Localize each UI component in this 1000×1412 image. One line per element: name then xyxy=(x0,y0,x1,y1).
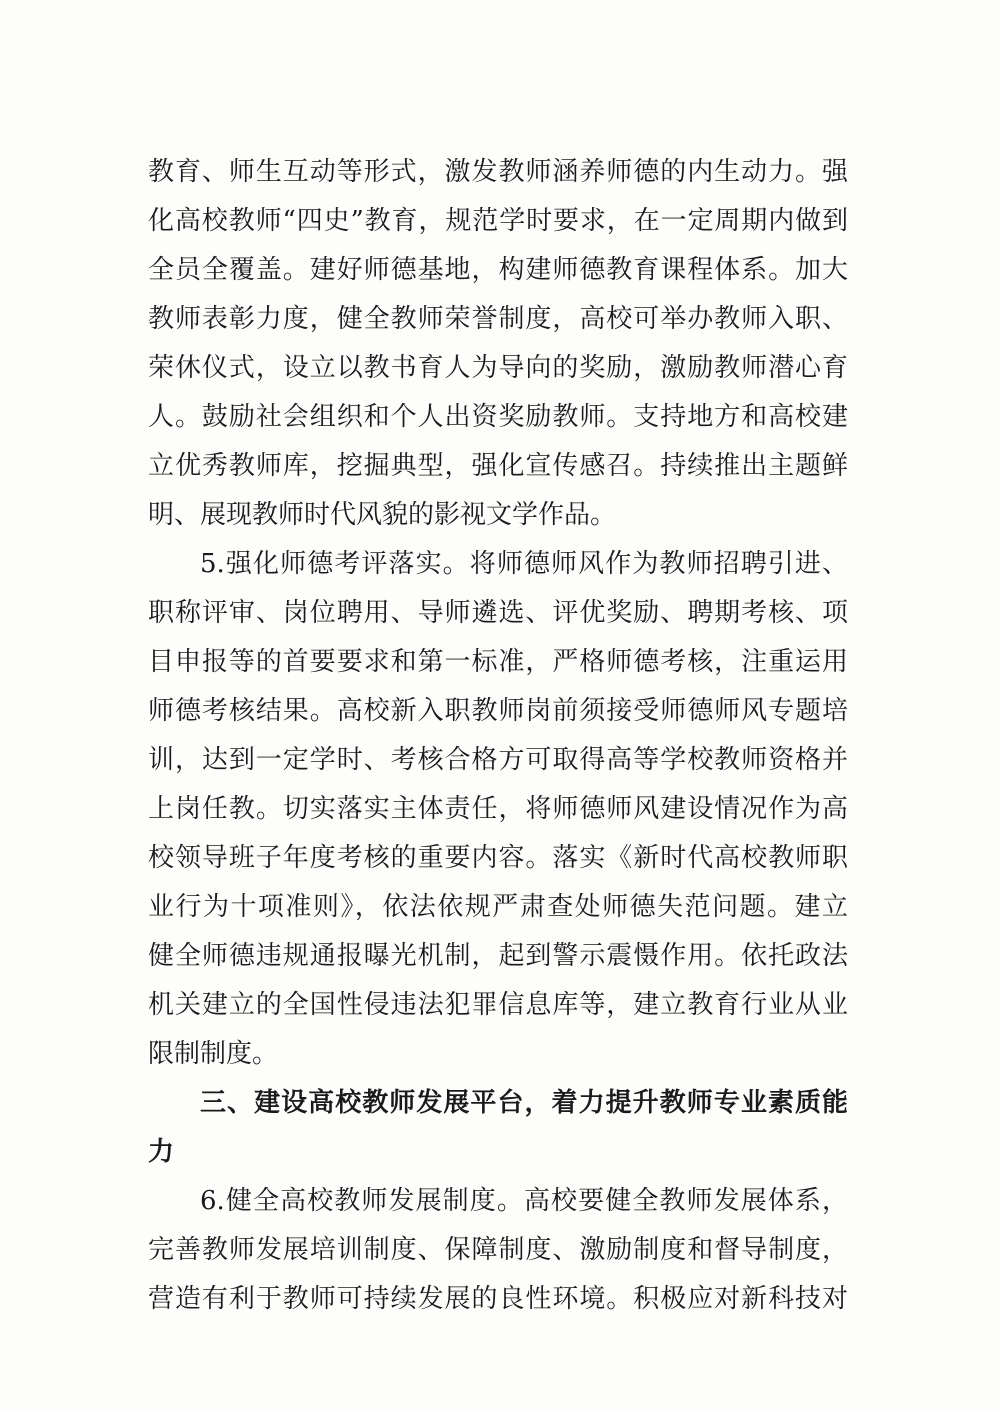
section-heading-continued: 力 xyxy=(148,1137,175,1167)
body-line: 健全师德违规通报曝光机制，起到警示震慑作用。依托政法 xyxy=(148,941,848,971)
body-line: 限制制度。 xyxy=(148,1039,279,1069)
body-line: 教育、师生互动等形式，激发教师涵养师德的内生动力。强 xyxy=(148,157,848,187)
body-line: 营造有利于教师可持续发展的良性环境。积极应对新科技对 xyxy=(148,1284,848,1314)
body-line: 目申报等的首要要求和第一标准，严格师德考核，注重运用 xyxy=(148,647,848,677)
body-line: 业行为十项准则》，依法依规严肃查处师德失范问题。建立 xyxy=(148,892,848,922)
body-line: 校领导班子年度考核的重要内容。落实《新时代高校教师职 xyxy=(148,843,848,873)
body-line: 立优秀教师库，挖掘典型，强化宣传感召。持续推出主题鲜 xyxy=(148,451,848,481)
paragraph-first-line: 6.健全高校教师发展制度。高校要健全教师发展体系， xyxy=(200,1186,848,1216)
body-line: 师德考核结果。高校新入职教师岗前须接受师德师风专题培 xyxy=(148,696,848,726)
body-line: 机关建立的全国性侵违法犯罪信息库等，建立教育行业从业 xyxy=(148,990,848,1020)
body-line: 上岗任教。切实落实主体责任，将师德师风建设情况作为高 xyxy=(148,794,848,824)
body-line: 完善教师发展培训制度、保障制度、激励制度和督导制度， xyxy=(148,1235,848,1265)
body-line: 职称评审、岗位聘用、导师遴选、评优奖励、聘期考核、项 xyxy=(148,598,848,628)
body-line: 全员全覆盖。建好师德基地，构建师德教育课程体系。加大 xyxy=(148,255,848,285)
body-line: 荣休仪式，设立以教书育人为导向的奖励，激励教师潜心育 xyxy=(148,353,848,383)
section-heading: 三、建设高校教师发展平台，着力提升教师专业素质能 xyxy=(200,1088,848,1118)
body-line: 人。鼓励社会组织和个人出资奖励教师。支持地方和高校建 xyxy=(148,402,848,432)
paragraph-first-line: 5.强化师德考评落实。将师德师风作为教师招聘引进、 xyxy=(200,549,848,579)
body-line: 训，达到一定学时、考核合格方可取得高等学校教师资格并 xyxy=(148,745,848,775)
body-line: 化高校教师“四史”教育，规范学时要求，在一定周期内做到 xyxy=(148,206,848,236)
body-line: 明、展现教师时代风貌的影视文学作品。 xyxy=(148,500,617,530)
body-line: 教师表彰力度，健全教师荣誉制度，高校可举办教师入职、 xyxy=(148,304,848,334)
